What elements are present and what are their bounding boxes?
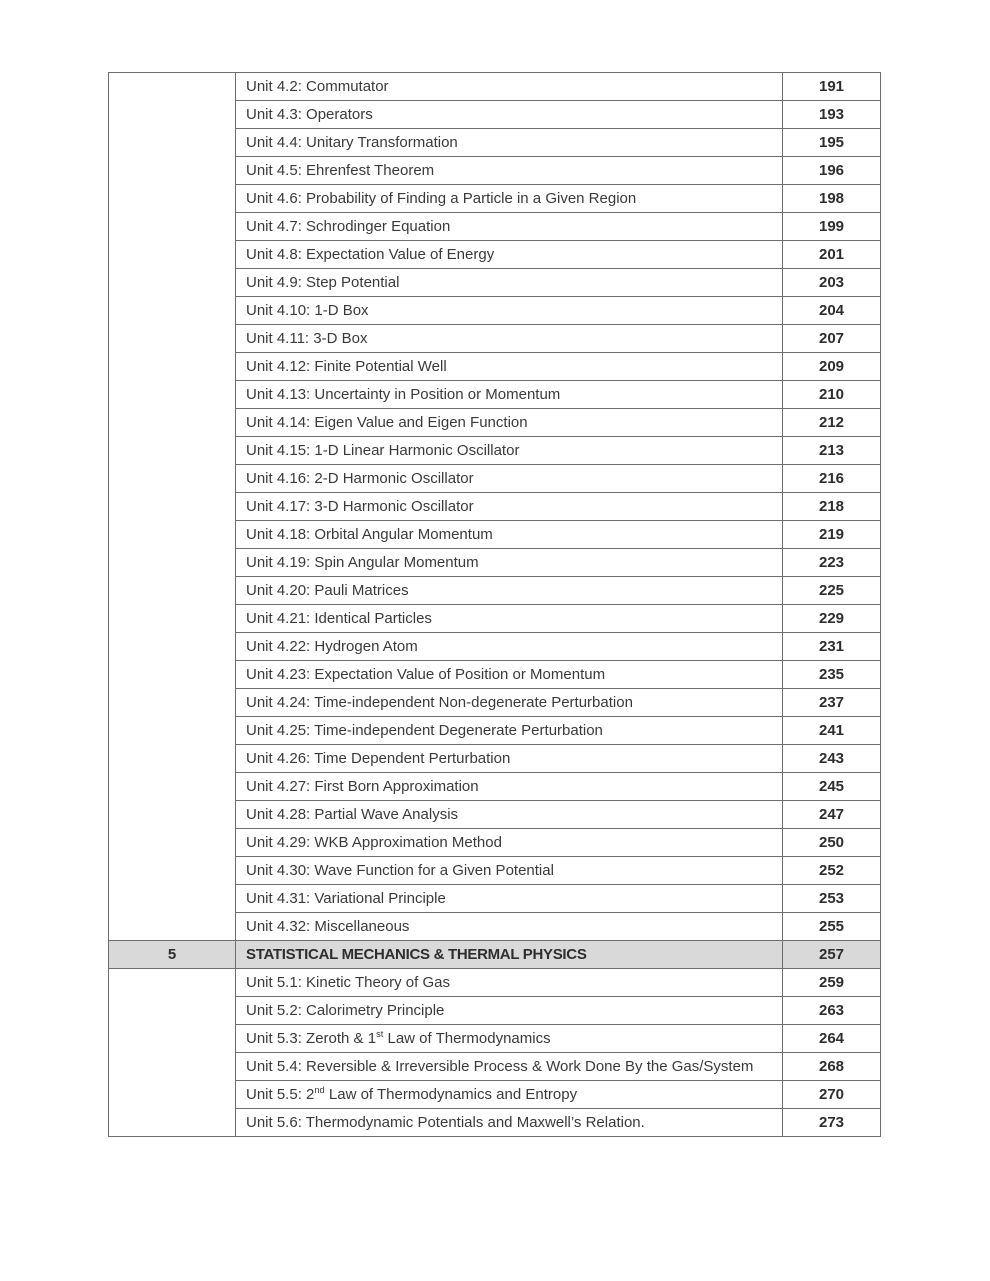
unit-title: Unit 4.16: 2-D Harmonic Oscillator	[236, 465, 783, 493]
unit-page-number: 201	[783, 241, 881, 269]
unit-page-number: 247	[783, 801, 881, 829]
unit-page-number: 210	[783, 381, 881, 409]
chapter-title: STATISTICAL MECHANICS & THERMAL PHYSICS	[236, 941, 783, 969]
unit-title: Unit 4.21: Identical Particles	[236, 605, 783, 633]
unit-page-number: 263	[783, 997, 881, 1025]
unit-title: Unit 4.4: Unitary Transformation	[236, 129, 783, 157]
unit-title: Unit 5.5: 2nd Law of Thermodynamics and Entropy	[236, 1081, 783, 1109]
unit-title: Unit 4.26: Time Dependent Perturbation	[236, 745, 783, 773]
unit-title: Unit 4.19: Spin Angular Momentum	[236, 549, 783, 577]
unit-title: Unit 5.2: Calorimetry Principle	[236, 997, 783, 1025]
unit-page-number: 212	[783, 409, 881, 437]
unit-page-number: 253	[783, 885, 881, 913]
unit-page-number: 243	[783, 745, 881, 773]
toc-table-body	[109, 73, 881, 1137]
unit-page-number: 264	[783, 1025, 881, 1053]
unit-page-number: 198	[783, 185, 881, 213]
unit-page-number: 204	[783, 297, 881, 325]
unit-page-number: 193	[783, 101, 881, 129]
unit-title: Unit 4.23: Expectation Value of Position or Momentum	[236, 661, 783, 689]
unit-title: Unit 4.9: Step Potential	[236, 269, 783, 297]
unit-page-number: 213	[783, 437, 881, 465]
unit-title: Unit 4.2: Commutator	[236, 73, 783, 101]
unit-title: Unit 4.8: Expectation Value of Energy	[236, 241, 783, 269]
chapter-row	[109, 941, 881, 969]
unit-title: Unit 5.4: Reversible & Irreversible Process & Work Done By the Gas/System	[236, 1053, 783, 1081]
unit-title: Unit 4.15: 1-D Linear Harmonic Oscillator	[236, 437, 783, 465]
unit-title: Unit 4.32: Miscellaneous	[236, 913, 783, 941]
unit-page-number: 199	[783, 213, 881, 241]
unit-page-number: 219	[783, 521, 881, 549]
unit-title: Unit 4.29: WKB Approximation Method	[236, 829, 783, 857]
unit-title: Unit 4.5: Ehrenfest Theorem	[236, 157, 783, 185]
unit-title: Unit 4.12: Finite Potential Well	[236, 353, 783, 381]
unit-page-number: 273	[783, 1109, 881, 1137]
unit-page-number: 255	[783, 913, 881, 941]
unit-page-number: 207	[783, 325, 881, 353]
unit-title: Unit 4.25: Time-independent Degenerate Perturbation	[236, 717, 783, 745]
unit-page-number: 225	[783, 577, 881, 605]
unit-page-number: 241	[783, 717, 881, 745]
unit-title: Unit 4.28: Partial Wave Analysis	[236, 801, 783, 829]
unit-page-number: 196	[783, 157, 881, 185]
unit-title: Unit 5.1: Kinetic Theory of Gas	[236, 969, 783, 997]
unit-page-number: 268	[783, 1053, 881, 1081]
unit-title: Unit 4.6: Probability of Finding a Particle in a Given Region	[236, 185, 783, 213]
unit-title: Unit 4.18: Orbital Angular Momentum	[236, 521, 783, 549]
unit-page-number: 235	[783, 661, 881, 689]
unit-title: Unit 4.10: 1-D Box	[236, 297, 783, 325]
unit-page-number: 231	[783, 633, 881, 661]
unit-page-number: 195	[783, 129, 881, 157]
unit-page-number: 223	[783, 549, 881, 577]
unit-page-number: 216	[783, 465, 881, 493]
unit-page-number: 252	[783, 857, 881, 885]
unit-title: Unit 4.20: Pauli Matrices	[236, 577, 783, 605]
unit-title: Unit 4.31: Variational Principle	[236, 885, 783, 913]
unit-page-number: 237	[783, 689, 881, 717]
unit-page-number: 245	[783, 773, 881, 801]
unit-title: Unit 4.17: 3-D Harmonic Oscillator	[236, 493, 783, 521]
chapter-number-spacer-cell	[109, 73, 236, 941]
chapter-number: 5	[109, 941, 236, 969]
toc-unit-row	[109, 969, 881, 997]
unit-page-number: 270	[783, 1081, 881, 1109]
chapter-number-spacer-cell	[109, 969, 236, 1137]
unit-title: Unit 5.6: Thermodynamic Potentials and Maxwell’s Relation.	[236, 1109, 783, 1137]
unit-title: Unit 4.22: Hydrogen Atom	[236, 633, 783, 661]
unit-title: Unit 4.7: Schrodinger Equation	[236, 213, 783, 241]
unit-page-number: 203	[783, 269, 881, 297]
unit-title: Unit 4.14: Eigen Value and Eigen Function	[236, 409, 783, 437]
unit-title: Unit 5.3: Zeroth & 1st Law of Thermodynamics	[236, 1025, 783, 1053]
chapter-page-number: 257	[783, 941, 881, 969]
toc-unit-row	[109, 73, 881, 101]
unit-title: Unit 4.24: Time-independent Non-degenerate Perturbation	[236, 689, 783, 717]
unit-title: Unit 4.27: First Born Approximation	[236, 773, 783, 801]
unit-title: Unit 4.3: Operators	[236, 101, 783, 129]
unit-page-number: 218	[783, 493, 881, 521]
unit-title: Unit 4.13: Uncertainty in Position or Momentum	[236, 381, 783, 409]
toc-table	[108, 72, 881, 1137]
unit-page-number: 209	[783, 353, 881, 381]
unit-page-number: 191	[783, 73, 881, 101]
unit-page-number: 259	[783, 969, 881, 997]
unit-title: Unit 4.11: 3-D Box	[236, 325, 783, 353]
unit-page-number: 250	[783, 829, 881, 857]
unit-page-number: 229	[783, 605, 881, 633]
unit-title: Unit 4.30: Wave Function for a Given Potential	[236, 857, 783, 885]
